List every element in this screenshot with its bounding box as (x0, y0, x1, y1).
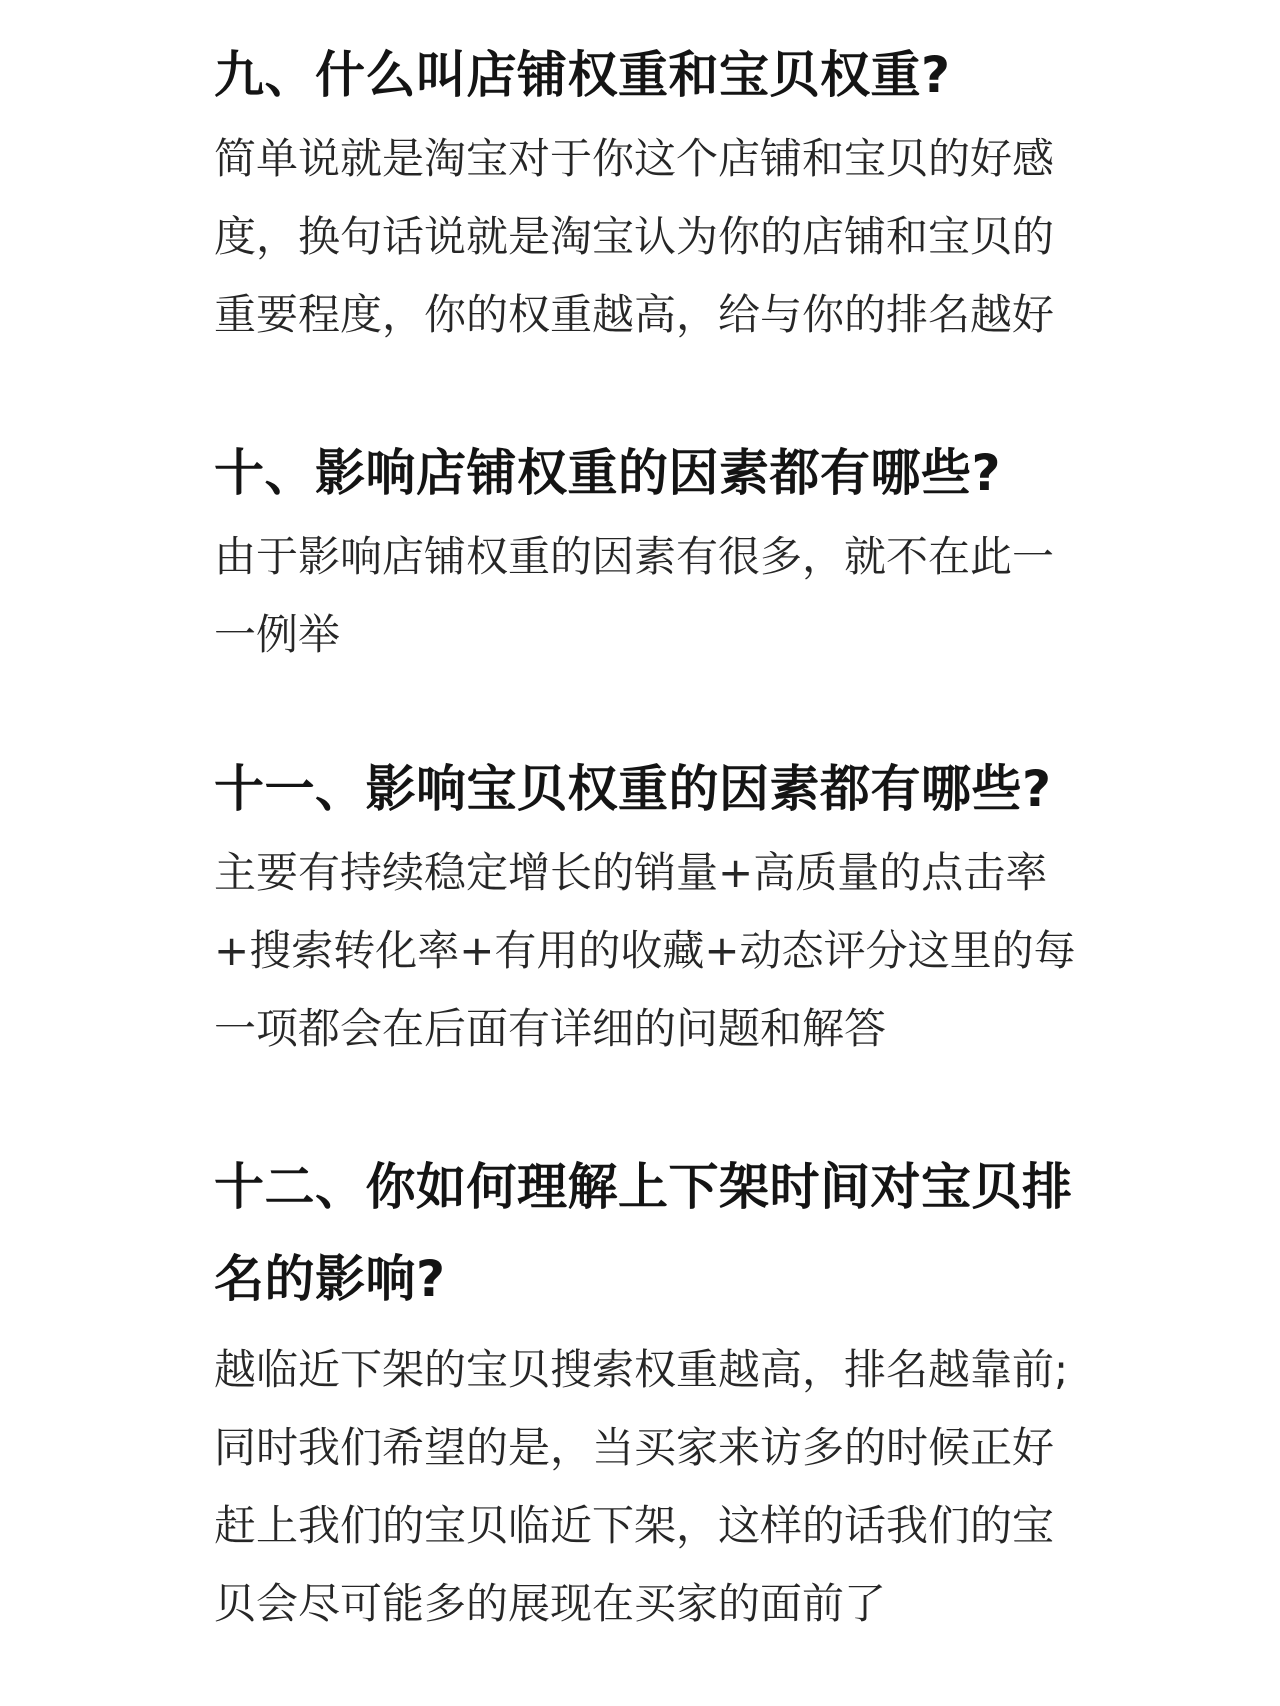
section-body-line: 简单说就是淘宝对于你这个店铺和宝贝的好感 (214, 134, 1055, 183)
section-heading: 十一、影响宝贝权重的因素都有哪些? (214, 760, 1052, 818)
section-body-line: 重要程度，你的权重越高，给与你的排名越好 (214, 290, 1055, 339)
section-heading: 十二、你如何理解上下架时间对宝贝排 (214, 1158, 1073, 1216)
section-heading: 十、影响店铺权重的因素都有哪些? (214, 444, 1002, 502)
section-body-line: 由于影响店铺权重的因素有很多，就不在此一 (214, 532, 1055, 581)
section-body-line: 赶上我们的宝贝临近下架，这样的话我们的宝 (214, 1501, 1055, 1550)
section-body-line: 一例举 (214, 610, 341, 659)
section-body-line: +搜索转化率+有用的收藏+动态评分这里的每 (214, 926, 1076, 975)
section-heading: 九、什么叫店铺权重和宝贝权重? (214, 46, 951, 104)
section-item-weight-factors (214, 750, 1254, 1068)
section-heading: 名的影响? (214, 1250, 446, 1308)
section-body-line: 一项都会在后面有详细的问题和解答 (214, 1004, 887, 1053)
section-body-line: 度，换句话说就是淘宝认为你的店铺和宝贝的 (214, 212, 1055, 261)
section-store-and-item-weight (214, 36, 1254, 354)
section-body-line: 贝会尽可能多的展现在买家的面前了 (214, 1579, 887, 1628)
section-body-line: 越临近下架的宝贝搜索权重越高，排名越靠前; (214, 1345, 1069, 1394)
section-listing-time-impact (214, 1141, 1254, 1643)
section-body-line: 同时我们希望的是，当买家来访多的时候正好 (214, 1423, 1055, 1472)
section-body-line: 主要有持续稳定增长的销量+高质量的点击率 (214, 848, 1048, 897)
section-store-weight-factors (214, 434, 1254, 674)
